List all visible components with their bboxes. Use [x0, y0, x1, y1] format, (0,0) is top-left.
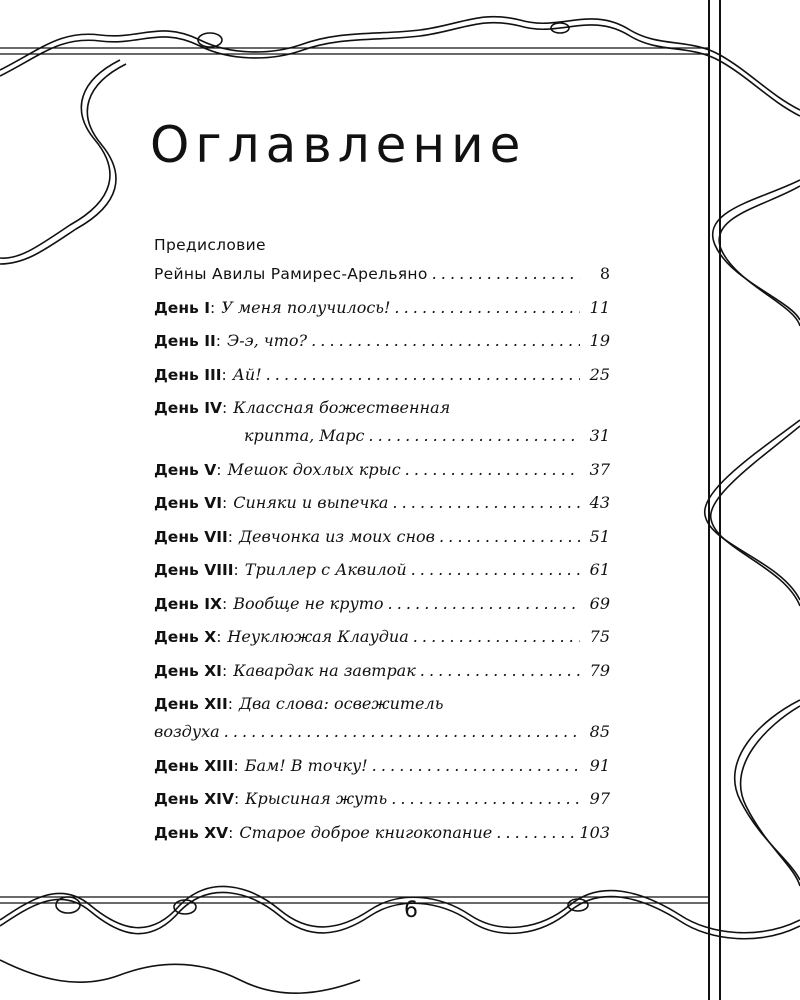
toc-entry-continuation [154, 426, 610, 460]
toc-title: Старое доброе книгокопание [239, 822, 493, 842]
leader-dots [368, 426, 580, 445]
toc-day: День III [154, 365, 222, 384]
page-title: Оглавление [150, 116, 527, 174]
toc-entry: День VIII : Триллер с Аквилой . . . 61 [154, 560, 610, 594]
toc-entry: День IV : Классная божественная [154, 398, 451, 417]
toc-entry: День XIV : Крысиная жуть . . . 97 [154, 789, 610, 823]
toc-preface-line1 [154, 236, 610, 264]
toc-day: День XI [154, 661, 222, 680]
toc-entry: День IX : Вообще не круто . . . 69 [154, 594, 610, 628]
toc-day: День I [154, 298, 210, 317]
toc-day: День V [154, 460, 217, 479]
toc-entry: День V : Мешок дохлых крыс . . . 37 [154, 460, 610, 494]
toc-title: Бам! В точку! [244, 755, 368, 775]
toc-page: 25 [589, 364, 610, 384]
toc-page: 69 [589, 593, 610, 613]
toc-page: 97 [589, 789, 610, 808]
toc-page: 91 [589, 755, 610, 775]
toc-preface-line2 [154, 264, 610, 298]
right-edge-lines [709, 0, 720, 1000]
toc-day: День XV [154, 823, 229, 842]
toc-title: Классная божественная [233, 398, 451, 417]
toc-entry: День XIII : Бам! В точку! . . . 91 [154, 756, 610, 790]
toc-entry: День II : Э-э, что? . . . 19 [154, 331, 610, 365]
toc-title: Кавардак на завтрак [233, 660, 416, 680]
toc-title: Неуклюжая Клаудиа [227, 627, 409, 646]
toc-title-continued: крипта, Марс [244, 426, 365, 445]
toc-title: Крысиная жуть [245, 789, 388, 808]
leader-dots [439, 527, 580, 546]
toc-page: 43 [589, 493, 610, 512]
leader-dots [394, 298, 580, 317]
preface-label: Предисловие [154, 236, 266, 254]
toc-page: 37 [589, 459, 610, 479]
toc-entry-continuation [154, 722, 610, 756]
leader-dots [392, 493, 580, 512]
toc-day: День XII [154, 695, 228, 713]
leader-dots [311, 331, 580, 350]
leader-dots [266, 365, 580, 384]
toc-title: Синяки и выпечка [233, 493, 389, 512]
toc-title: У меня получилось! [221, 297, 391, 317]
toc-title-continued: воздуха [154, 722, 220, 741]
toc-day: День X [154, 628, 217, 646]
toc-title: Ай! [232, 364, 262, 384]
toc-day: День IX [154, 594, 222, 613]
page-number: 6 [404, 898, 418, 923]
leader-dots [388, 594, 580, 613]
toc-page: 79 [589, 660, 610, 680]
leader-dots [496, 823, 577, 842]
toc-page: 85 [589, 722, 610, 741]
left-ribbon [0, 60, 126, 264]
toc-entry: День XI : Кавардак на завтрак . . . 79 [154, 661, 610, 695]
leader-dots [405, 460, 580, 479]
toc-title: Вообще не круто [233, 593, 384, 613]
toc-entry: День VII : Девчонка из моих снов . . . 51 [154, 527, 610, 561]
table-of-contents [154, 236, 610, 856]
toc-day: День IV [154, 399, 222, 417]
toc-entry: День XV : Старое доброе книгокопание . . . 103 [154, 823, 610, 857]
leader-dots [420, 661, 580, 680]
preface-page: 8 [599, 264, 610, 283]
toc-page: 61 [589, 560, 610, 579]
leader-dots [372, 756, 580, 775]
leader-dots [391, 789, 580, 808]
toc-entry: День I : У меня получилось! . . . 11 [154, 298, 610, 332]
toc-page: 31 [589, 426, 610, 445]
toc-title: Мешок дохлых крыс [227, 459, 401, 479]
toc-title: Два слова: освежитель [238, 694, 444, 713]
toc-title: Триллер с Аквилой [244, 560, 407, 579]
leader-dots [413, 627, 580, 646]
bottom-rules [0, 897, 709, 903]
toc-day: День VIII [154, 561, 234, 579]
toc-page: 11 [589, 297, 610, 317]
toc-page: 103 [579, 822, 610, 842]
toc-entry: День VI : Синяки и выпечка . . . 43 [154, 493, 610, 527]
toc-day: День XIV [154, 790, 234, 808]
toc-entry: День X : Неуклюжая Клаудиа . . . 75 [154, 627, 610, 661]
toc-page: 51 [589, 526, 610, 546]
toc-page: 19 [589, 331, 610, 350]
preface-author: Рейны Авилы Рамирес-Арельяно [154, 265, 428, 283]
leader-dots [411, 560, 580, 579]
toc-entry: День III : Ай! . . . 25 [154, 365, 610, 399]
top-rules [0, 48, 709, 54]
toc-entry: День XII : Два слова: освежитель [154, 694, 444, 713]
toc-day: День II [154, 332, 216, 350]
toc-title: Девчонка из моих снов [239, 526, 435, 546]
toc-day: День XIII [154, 756, 234, 775]
toc-page: 75 [589, 627, 610, 646]
toc-title: Э-э, что? [227, 331, 308, 350]
toc-day: День VI [154, 494, 222, 512]
leader-dots [432, 264, 580, 283]
leader-dots [224, 722, 580, 741]
toc-day: День VII [154, 527, 228, 546]
